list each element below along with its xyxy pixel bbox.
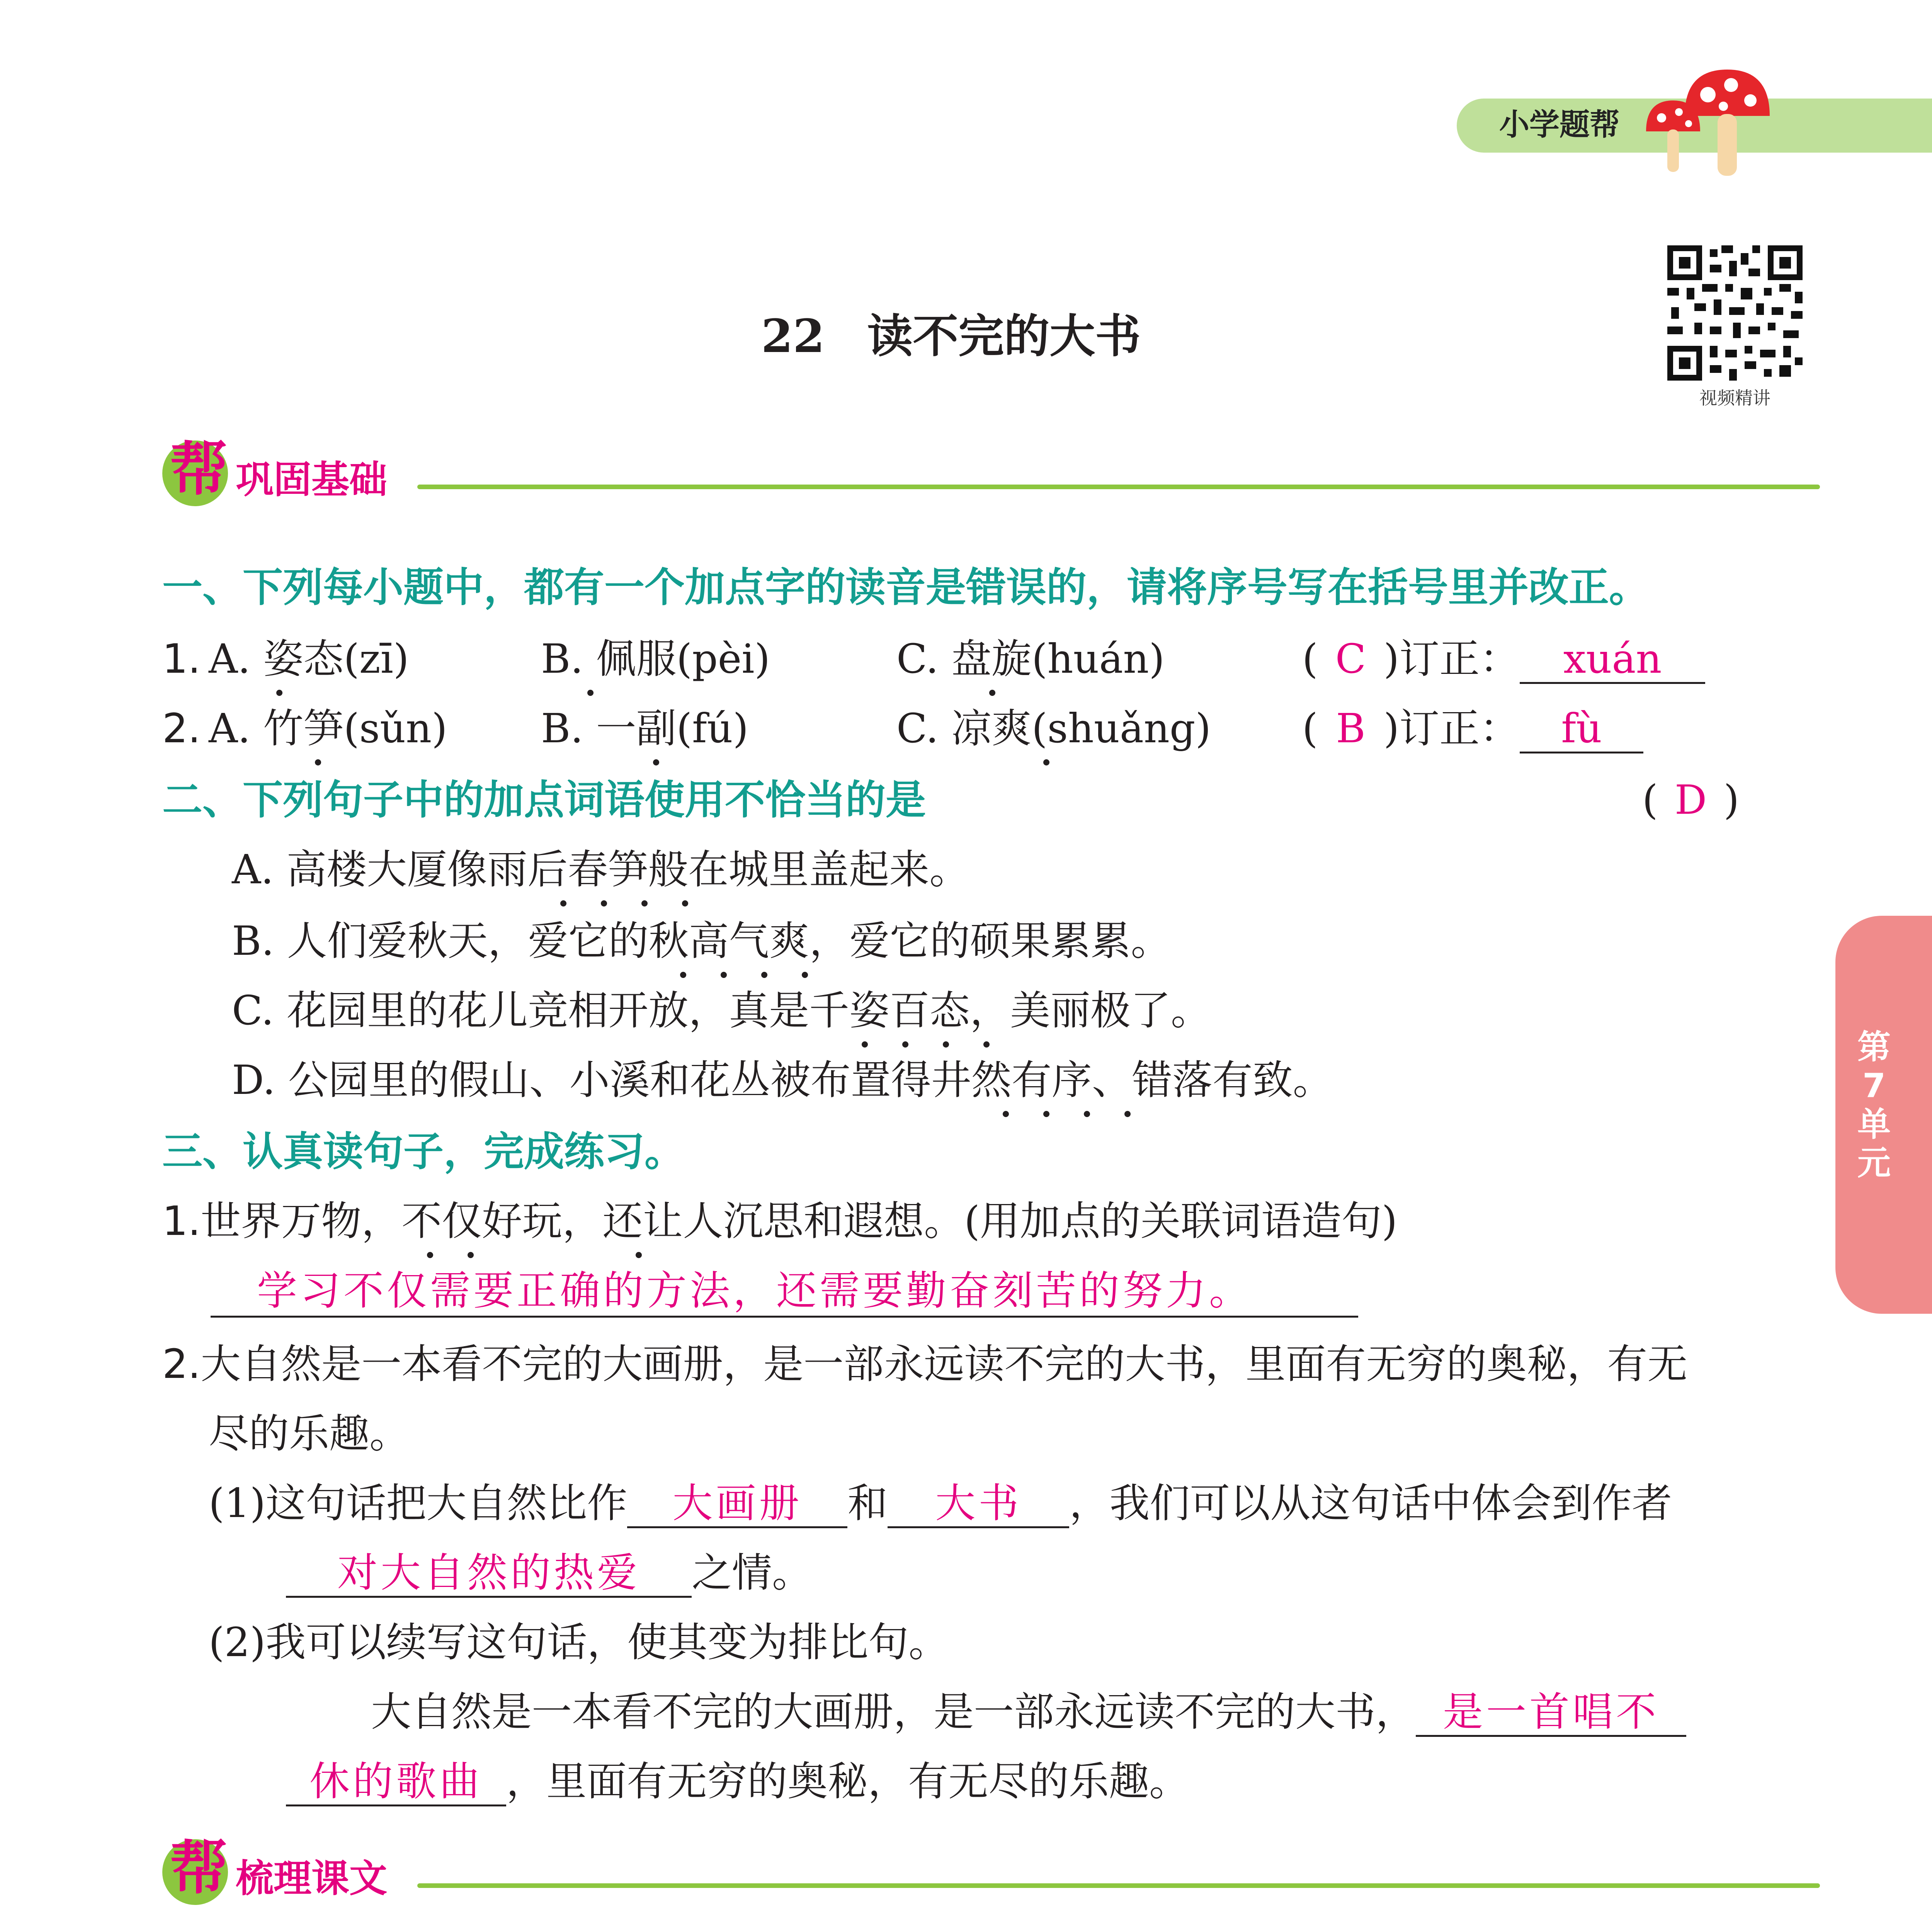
header-brand: 小学题帮 (1499, 107, 1620, 142)
emphasis-dot (315, 759, 321, 765)
emphasis-dot (1003, 1111, 1009, 1117)
q3-item1-text: 世界万物，不仅好玩，还让人沉思和遐想。(用加点的关联词语造句) (201, 1197, 1398, 1245)
section-divider (417, 485, 1820, 489)
section-label: 梳理课文 (236, 1857, 388, 1901)
qr-code-icon (1663, 242, 1806, 384)
q1-item2-num: 2. (162, 705, 201, 752)
q1-item2-answer: B (1336, 705, 1366, 752)
emphasis-dot (721, 972, 727, 978)
emphasis-dot (641, 900, 648, 906)
unit-side-tab-label: 第 7 单 元 (1857, 1028, 1891, 1182)
emphasis-dot (682, 900, 688, 906)
section-banner-2 (162, 1835, 1824, 1913)
emphasis-dot (587, 690, 594, 696)
q3-sub1-answer3: 对大自然的热爱 (286, 1549, 692, 1598)
q1-item1-answer-box: ( C )订正： xuán (1302, 632, 1705, 686)
q3-item2-sub1: (1)这句话把大自然比作 大画册 和 大书 ，我们可以从这句话中体会到作者 (209, 1476, 1672, 1530)
emphasis-dot (653, 759, 659, 765)
page-title (761, 305, 1141, 367)
section-divider (417, 1883, 1820, 1888)
emphasis-dot (802, 972, 808, 978)
qr-code (1663, 242, 1806, 384)
q1-item1-option-c: C. 盘旋(huán) (896, 635, 1165, 682)
q1-item2-option-a: A. 竹笋(sǔn) (209, 705, 447, 752)
emphasis-dot (1084, 1111, 1090, 1117)
lesson-number: 22 (761, 309, 825, 363)
emphasis-dot (1043, 759, 1049, 765)
emphasis-dot (680, 972, 686, 978)
section-badge-text: 帮 (170, 1835, 228, 1902)
emphasis-dot (468, 1252, 474, 1258)
emphasis-dot (983, 1041, 990, 1048)
q3-item2-sub2-line2: 休的歌曲 ，里面有无穷的奥秘，有无尽的乐趣。 (286, 1754, 1189, 1808)
mushroom-icon (1631, 58, 1777, 182)
q3-sub2-answer-part2: 休的歌曲 (286, 1758, 506, 1806)
q3-item2-sub1-cont: 对大自然的热爱 之情。 (286, 1546, 812, 1600)
emphasis-dot (276, 690, 282, 696)
lesson-title: 读不完的大书 (867, 310, 1141, 363)
q3-item2-line1: 2.大自然是一本看不完的大画册，是一部永远读不完的大书，里面有无穷的奥秘，有无 (162, 1340, 1688, 1388)
emphasis-dot (862, 1041, 868, 1048)
emphasis-dot (989, 690, 995, 696)
emphasis-dot (943, 1041, 949, 1048)
emphasis-dot (427, 1252, 433, 1258)
emphasis-dot (1043, 1111, 1049, 1117)
section-label: 巩固基础 (236, 458, 388, 502)
emphasis-dot (560, 900, 566, 906)
q2-option-c: C. 花园里的花儿竞相开放，真是千姿百态，美丽极了。 (232, 987, 1211, 1034)
q3-item1-answer: 学习不仅需要正确的方法，还需要勤奋刻苦的努力。 (211, 1265, 1358, 1318)
emphasis-dot (761, 972, 767, 978)
emphasis-dot (1124, 1111, 1131, 1117)
q1-item1-answer: C (1335, 635, 1366, 682)
emphasis-dot (902, 1041, 908, 1048)
q3-item2-sub2: (2)我可以续写这句话，使其变为排比句。 (209, 1619, 949, 1666)
q1-item2-answer-box: ( B )订正： fù (1302, 701, 1643, 755)
q1-item1-option-b: B. 佩服(pèi) (541, 635, 770, 682)
q1-item2-option-b: B. 一副(fú) (541, 705, 749, 752)
q1-item1-num: 1. (162, 635, 201, 682)
q1-heading: 一、下列每小题中，都有一个加点字的读音是错误的，请将序号写在括号里并改正。 (162, 564, 1650, 611)
q2-answer: D (1674, 776, 1707, 823)
q3-sub1-answer1: 大画册 (627, 1480, 847, 1528)
q3-item2-sub2-line1: 大自然是一本看不完的大画册，是一部永远读不完的大书， 是一首唱不 (371, 1685, 1686, 1739)
section-badge-text: 帮 (170, 436, 228, 503)
q2-option-a: A. 高楼大厦像雨后春笋般在城里盖起来。 (232, 846, 970, 893)
section-banner-1 (162, 437, 1824, 514)
q1-item2-option-c: C. 凉爽(shuǎng) (896, 705, 1211, 752)
emphasis-dot (636, 1252, 642, 1258)
q2-heading: 二、下列句子中的加点词语使用不恰当的是 (162, 776, 926, 823)
q1-item1-correction: xuán (1520, 636, 1705, 684)
q3-item1: 1.世界万物，不仅好玩，还让人沉思和遐想。(用加点的关联词语造句) (162, 1197, 1398, 1245)
q1-item2-correction: fù (1520, 705, 1643, 753)
qr-caption: 视频精讲 (1699, 388, 1770, 408)
emphasis-dot (601, 900, 607, 906)
q3-sub1-answer2: 大书 (888, 1480, 1069, 1528)
q3-heading: 三、认真读句子，完成练习。 (162, 1128, 685, 1175)
q2-option-b: B. 人们爱秋天，爱它的秋高气爽，爱它的硕果累累。 (232, 917, 1171, 964)
q2-option-d: D. 公园里的假山、小溪和花丛被布置得井然有序、错落有致。 (232, 1056, 1333, 1104)
q3-sub2-answer-part1: 是一首唱不 (1416, 1689, 1686, 1737)
q2-answer-box: ( D ) (1642, 773, 1739, 827)
q1-item1-option-a: A. 姿态(zī) (209, 635, 409, 682)
q3-item2-line2: 尽的乐趣。 (209, 1410, 410, 1457)
q2-heading-row (162, 773, 1824, 827)
